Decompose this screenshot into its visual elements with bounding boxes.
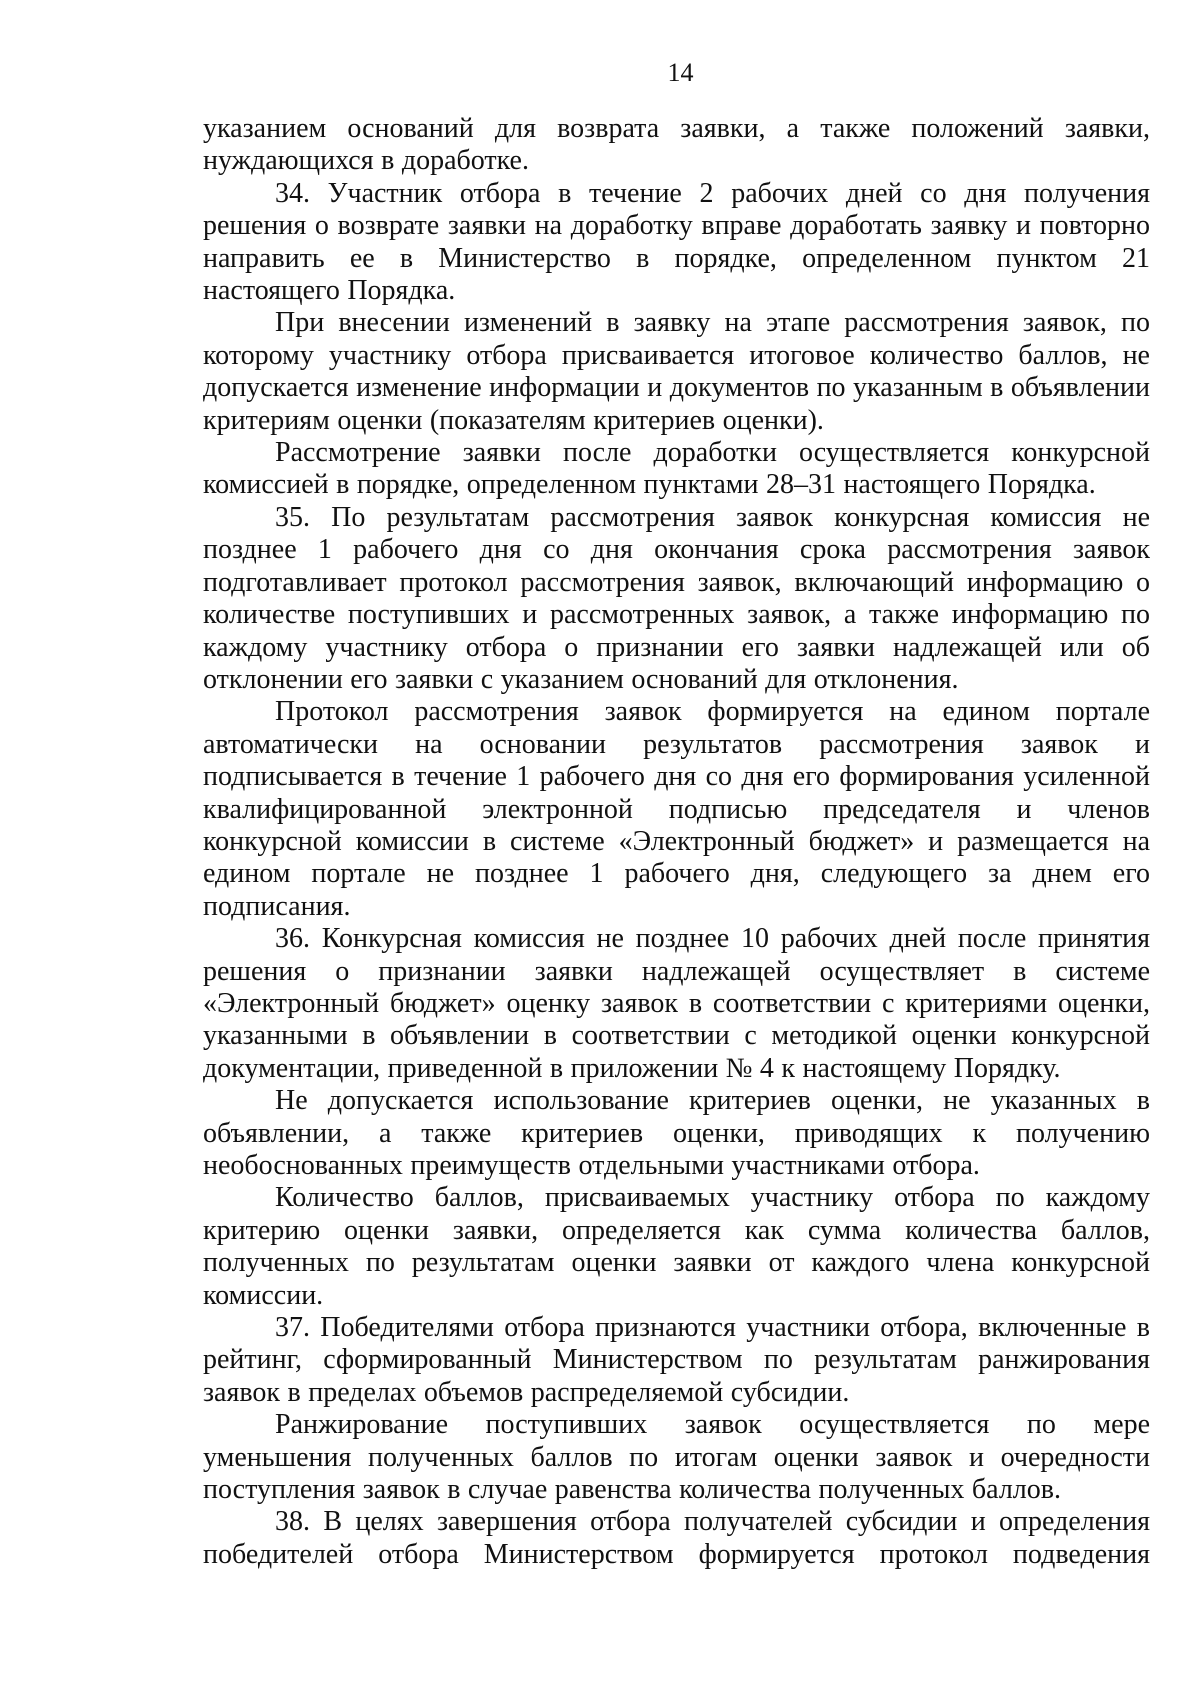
paragraph-review-after-revision: Рассмотрение заявки после доработки осуществляется конкурсной комиссией в порядке, определенном пунктами 28–31 настоящего Порядка.: [203, 437, 1150, 501]
page-number: 14: [667, 58, 694, 87]
paragraph-item-35: 35. По результатам рассмотрения заявок конкурсная комиссия не позднее 1 рабочего дня со дня окончания срока рассмотрения заявок подготавливает протокол рассмотрения заявок, включающий информацию о количестве поступивших и рассмотренных заявок, а также информацию по каждому участнику отбора о признании его заявки надлежащей или об отклонении его заявки с указанием оснований для отклонения.: [203, 501, 1150, 695]
paragraph-continuation: указанием оснований для возврата заявки, а также положений заявки, нуждающихся в доработке.: [203, 113, 1150, 177]
paragraph-score-calculation: Количество баллов, присваиваемых участнику отбора по каждому критерию оценки заявки, определяется как сумма количества баллов, полученных по результатам оценки заявки от каждого члена конкурсной комиссии.: [203, 1182, 1150, 1311]
paragraph-item-37: 37. Победителями отбора признаются участники отбора, включенные в рейтинг, сформированный Министерством по результатам ранжирования заявок в пределах объемов распределяемой субсидии.: [203, 1312, 1150, 1408]
paragraph-changes-restriction: При внесении изменений в заявку на этапе рассмотрения заявок, по которому участнику отбора присваивается итоговое количество баллов, не допускается изменение информации и документов по указанным в объявлении критериям оценки (показателям критериев оценки).: [203, 307, 1150, 436]
paragraph-ranking: Ранжирование поступивших заявок осуществляется по мере уменьшения полученных баллов по итогам оценки заявок и очередности поступления заявок в случае равенства количества полученных баллов.: [203, 1409, 1150, 1506]
paragraph-review-protocol: Протокол рассмотрения заявок формируется на едином портале автоматически на основании результатов рассмотрения заявок и подписывается в течение 1 рабочего дня со дня его формирования усиленной квалифицированной электронной подписью председателя и членов конкурсной комиссии в системе «Электронный бюджет» и размещается на едином портале не позднее 1 рабочего дня, следующего за днем его подписания.: [203, 696, 1150, 922]
paragraph-item-34: 34. Участник отбора в течение 2 рабочих дней со дня получения решения о возврате заявки на доработку вправе доработать заявку и повторно направить ее в Министерство в порядке, определенном пунктом 21 настоящего Порядка.: [203, 177, 1150, 307]
paragraph-criteria-restriction: Не допускается использование критериев оценки, не указанных в объявлении, а также критериев оценки, приводящих к получению необоснованных преимуществ отдельными участниками отбора.: [203, 1085, 1150, 1181]
paragraph-item-36: 36. Конкурсная комиссия не позднее 10 рабочих дней после принятия решения о признании заявки надлежащей осуществляет в системе «Электронный бюджет» оценку заявок в соответствии с критериями оценки, указанными в объявлении в соответствии с методикой оценки конкурсной документации, приведенной в приложении № 4 к настоящему Порядку.: [203, 923, 1150, 1084]
paragraph-item-38: 38. В целях завершения отбора получателей субсидии и определения победителей отбора Министерством формируется протокол подведения: [203, 1506, 1150, 1570]
document-body: [203, 113, 1150, 1571]
